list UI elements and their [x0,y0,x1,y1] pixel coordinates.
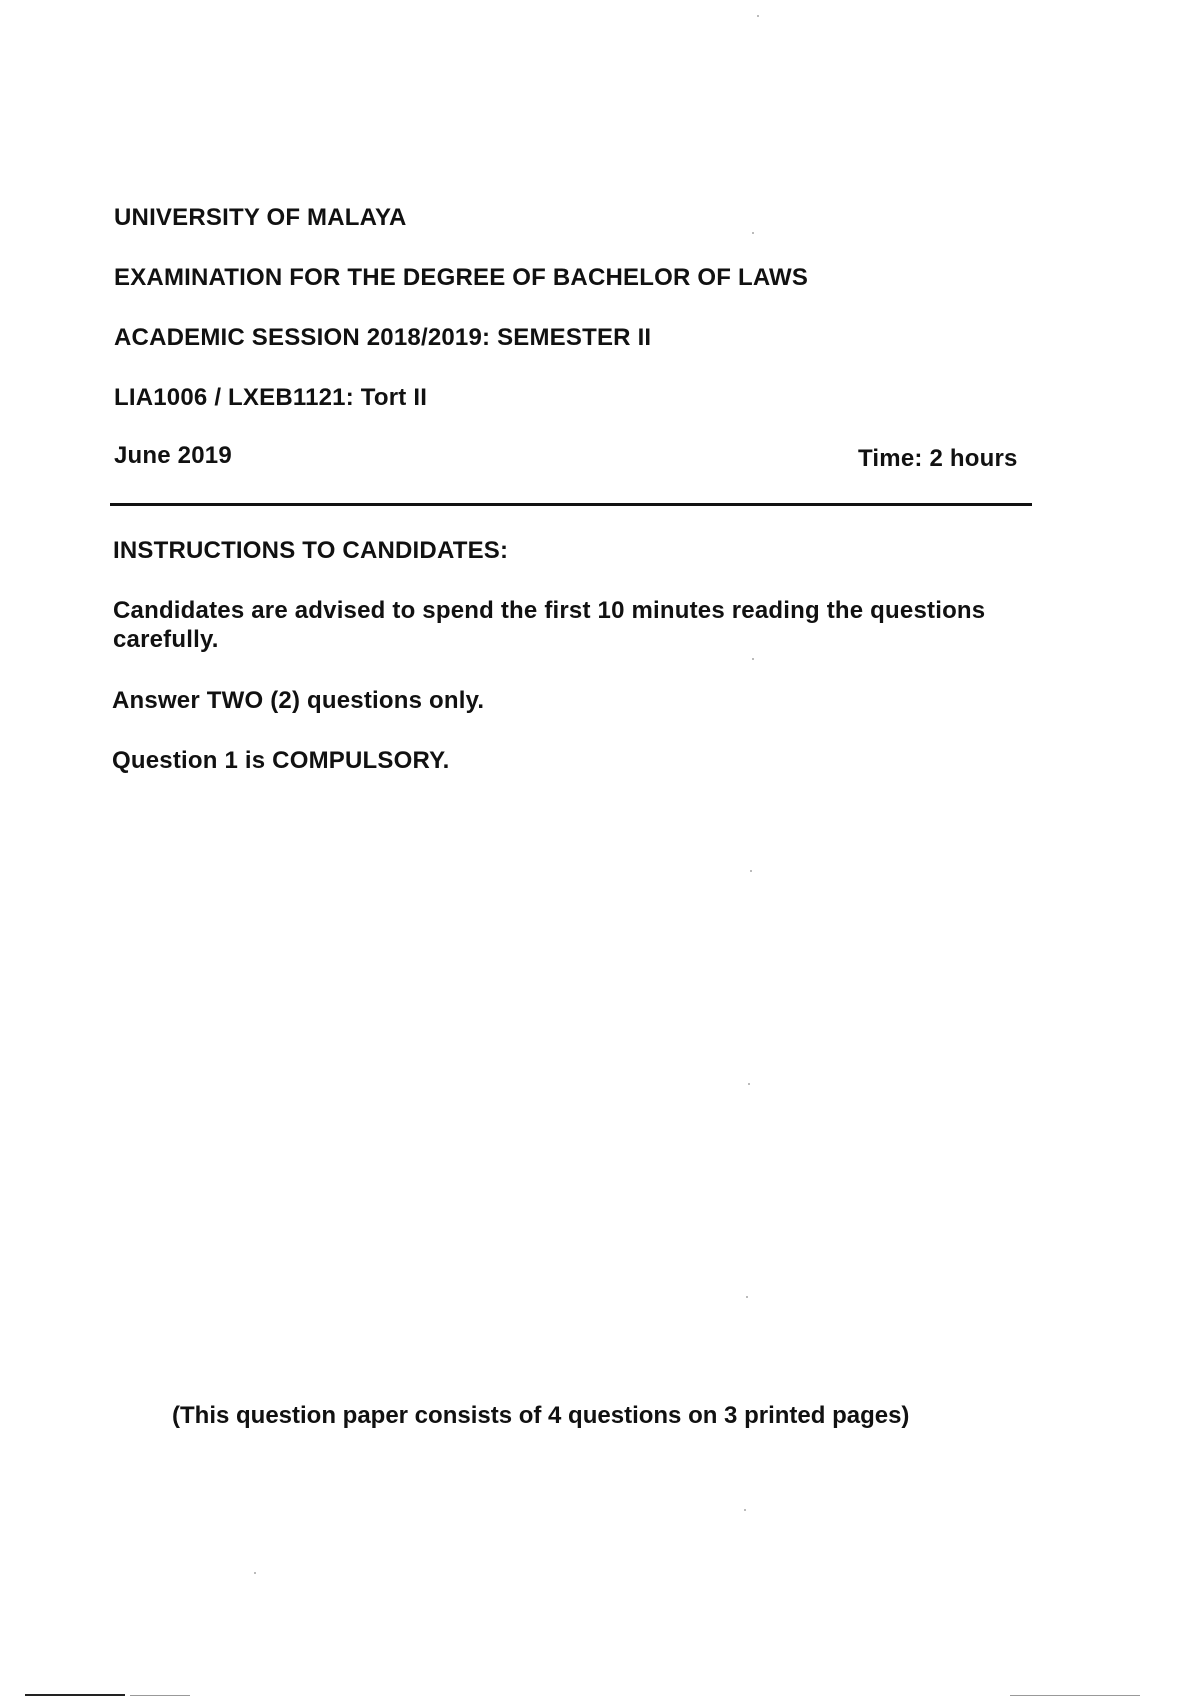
exam-title: EXAMINATION FOR THE DEGREE OF BACHELOR OF LAWS [114,264,809,291]
paper-summary-note: (This question paper consists of 4 questions on 3 printed pages) [172,1402,910,1429]
scan-speck [750,870,752,872]
instruction-answer-count: Answer TWO (2) questions only. [112,687,485,714]
course-code: LIA1006 / LXEB1121: Tort II [114,384,428,411]
scan-speck [757,15,759,17]
scan-edge-mark [130,1695,190,1696]
scan-speck [752,658,754,660]
scan-edge-mark [25,1694,125,1696]
academic-session: ACADEMIC SESSION 2018/2019: SEMESTER II [114,324,652,351]
exam-duration: Time: 2 hours [858,445,1018,472]
scan-speck [748,1083,750,1085]
instruction-reading-time: Candidates are advised to spend the first 10 minutes reading the questions carefully. [113,597,986,653]
exam-date: June 2019 [114,442,232,469]
scan-speck [744,1509,746,1511]
scan-edge-mark [1010,1695,1140,1696]
scan-speck [254,1572,256,1574]
scan-speck [746,1296,748,1298]
instructions-heading: INSTRUCTIONS TO CANDIDATES: [113,537,509,564]
university-name: UNIVERSITY OF MALAYA [114,204,407,231]
scan-speck [752,232,754,234]
instruction-compulsory: Question 1 is COMPULSORY. [112,747,450,774]
header-divider [110,503,1032,506]
